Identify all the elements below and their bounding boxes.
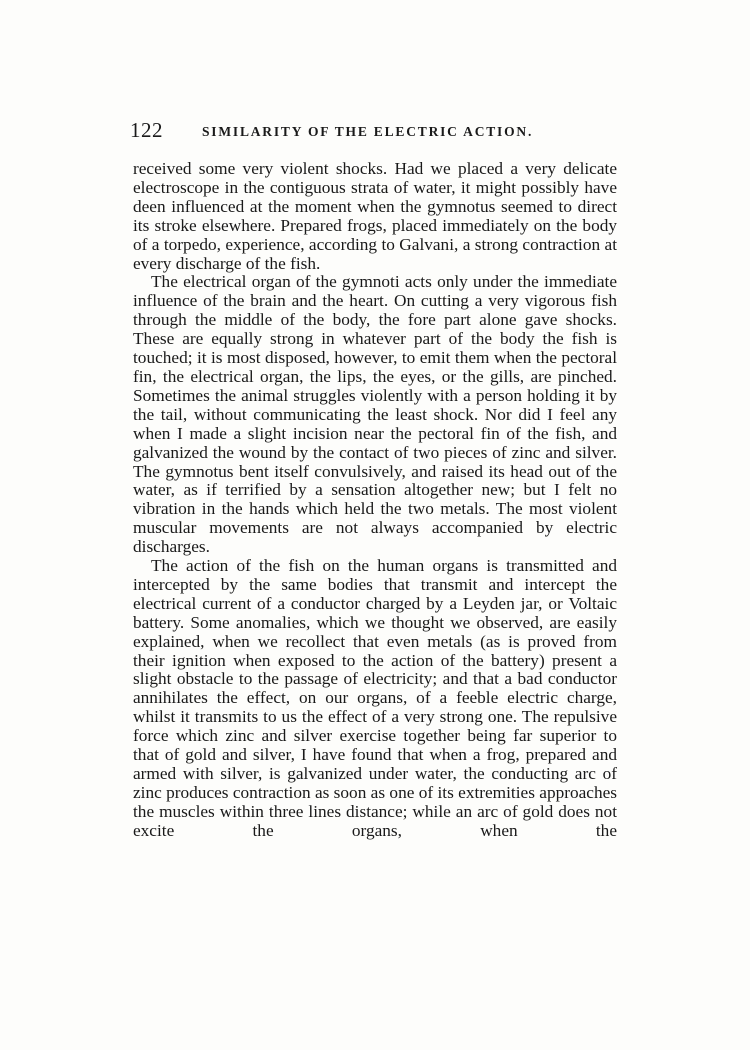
running-head: SIMILARITY OF THE ELECTRIC ACTION. [202, 124, 534, 139]
paragraph-3: The action of the fish on the human organs is transmitted and intercepted by the same bodies that transmit and intercept the electrical current of a conductor charged by a Leyden jar, or Voltaic battery. Some anomalies, which we thought we observed, are easily explained, when we recollect that even metals (as is proved from their ignition when exposed to the action of the battery) present a slight obstacle to the passage of electricity; and that a bad conductor annihilates the effect, on our organs, of a feeble electric charge, whilst it transmits to us the effect of a very strong one. The repulsive force which zinc and silver exercise together being far superior to that of gold and silver, I have found that when a frog, prepared and armed with silver, is galvanized under water, the conducting arc of zinc produces contraction as soon as one of its extremities approaches the muscles within three lines distance; while an arc of gold does not excite the organs, when the [133, 556, 617, 840]
body-text [133, 160, 617, 841]
page-header [130, 118, 620, 148]
paragraph-1: received some very violent shocks. Had we placed a very delicate electroscope in the contiguous strata of water, it might possibly have deen influenced at the moment when the gymnotus seemed to direct its stroke elsewhere. Prepared frogs, placed immediately on the body of a torpedo, experience, according to Galvani, a strong contraction at every discharge of the fish. [133, 159, 617, 273]
page-number: 122 [130, 118, 163, 142]
paragraph-2: The electrical organ of the gymnoti acts only under the immediate influence of the brain and the heart. On cutting a very vigorous fish through the middle of the body, the fore part alone gave shocks. These are equally strong in whatever part of the body the fish is touched; it is most disposed, however, to emit them when the pectoral fin, the electrical organ, the lips, the eyes, or the gills, are pinched. Sometimes the animal struggles violently with a person holding it by the tail, without communicating the least shock. Nor did I feel any when I made a slight incision near the pectoral fin of the fish, and galvanized the wound by the contact of two pieces of zinc and silver. The gymnotus bent itself convulsively, and raised its head out of the water, as if terrified by a sensation altogether new; but I felt no vibration in the hands which held the two metals. The most violent muscular movements are not always accompanied by electric discharges. [133, 272, 617, 557]
